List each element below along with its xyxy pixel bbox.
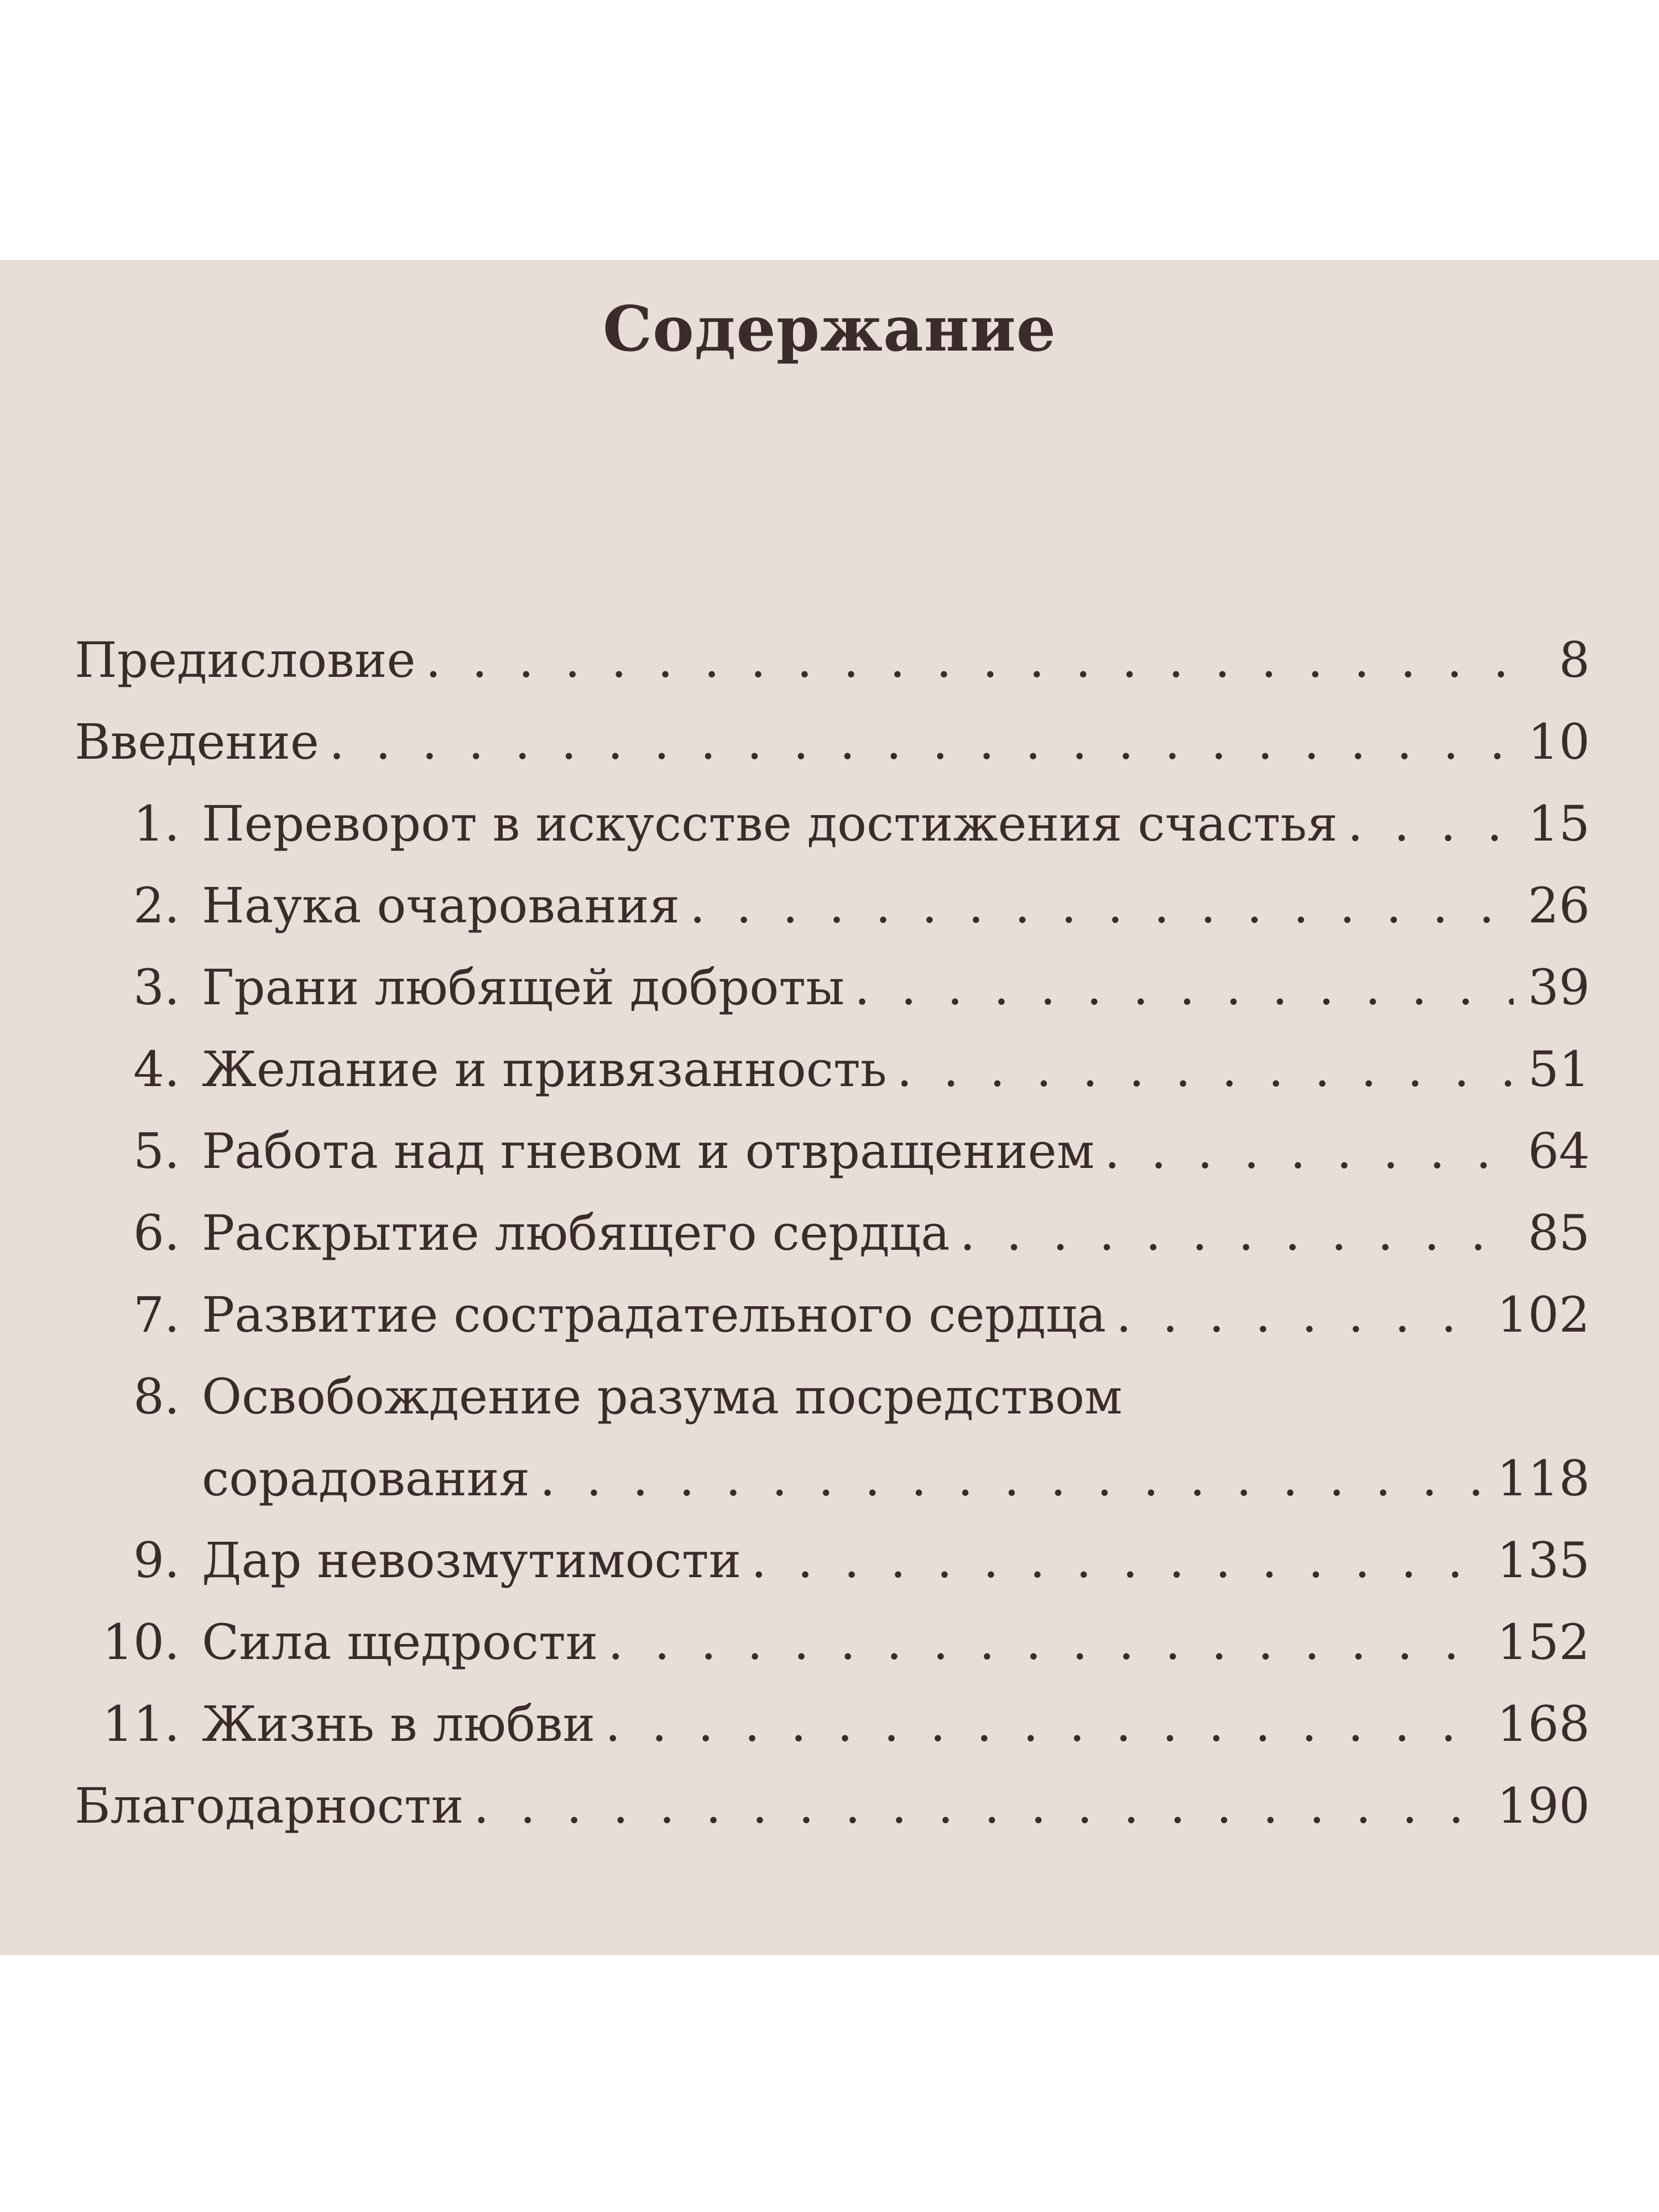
leader-dots bbox=[540, 1438, 1487, 1520]
toc-entry-page: 8 bbox=[1559, 632, 1590, 688]
toc-entry-number: 9. bbox=[133, 1532, 180, 1589]
toc-entry-page: 168 bbox=[1497, 1695, 1590, 1752]
toc-entry-first-line bbox=[75, 1356, 1590, 1438]
toc-entry-label: Благодарности bbox=[75, 1777, 464, 1834]
leader-dots bbox=[897, 1029, 1514, 1110]
toc-entry bbox=[75, 701, 1590, 783]
table-of-contents bbox=[75, 619, 1590, 1847]
toc-entry-number: 3. bbox=[133, 959, 180, 1016]
toc-entry-number: 5. bbox=[133, 1123, 180, 1180]
toc-entry-page: 102 bbox=[1497, 1286, 1590, 1343]
leader-dots bbox=[1348, 783, 1514, 865]
leader-dots bbox=[751, 1520, 1487, 1601]
toc-entry bbox=[75, 865, 1590, 947]
toc-entry-number: 2. bbox=[133, 877, 180, 934]
toc-entry-label: Предисловие bbox=[75, 632, 416, 688]
toc-entry-page: 15 bbox=[1528, 795, 1590, 852]
toc-entry-page: 135 bbox=[1497, 1532, 1590, 1589]
toc-entry-number: 4. bbox=[133, 1041, 180, 1098]
toc-entry bbox=[75, 783, 1590, 865]
leader-dots bbox=[690, 865, 1514, 947]
leader-dots bbox=[1116, 1274, 1487, 1356]
toc-entry-number: 11. bbox=[102, 1695, 180, 1752]
toc-entry-page: 152 bbox=[1497, 1614, 1590, 1671]
toc-entry-label: Желание и привязанность bbox=[202, 1041, 887, 1098]
book-page bbox=[0, 260, 1659, 1955]
toc-entry-label: Переворот в искусстве достижения счастья bbox=[202, 795, 1338, 852]
toc-entry-label-line1: Освобождение разума посредством bbox=[202, 1368, 1123, 1425]
leader-dots bbox=[854, 947, 1514, 1029]
toc-entry-page: 26 bbox=[1528, 877, 1590, 934]
leader-dots bbox=[605, 1683, 1487, 1765]
toc-entry bbox=[75, 1274, 1590, 1356]
toc-entry bbox=[75, 1683, 1590, 1765]
toc-entry-label: Сила щедрости bbox=[202, 1614, 598, 1671]
toc-entry bbox=[75, 1765, 1590, 1847]
toc-entry-second-line bbox=[75, 1438, 1590, 1520]
toc-entry-number: 8. bbox=[133, 1368, 180, 1425]
leader-dots bbox=[1104, 1110, 1514, 1192]
toc-entry-page: 118 bbox=[1497, 1450, 1590, 1507]
toc-entry-label: Наука очарования bbox=[202, 877, 680, 934]
toc-entry-label-line2: сорадования bbox=[202, 1450, 530, 1507]
toc-entry-number: 10. bbox=[102, 1614, 180, 1671]
leader-dots bbox=[473, 1765, 1487, 1847]
leader-dots bbox=[960, 1192, 1514, 1274]
leader-dots bbox=[425, 619, 1514, 701]
toc-entry-number: 6. bbox=[133, 1204, 180, 1261]
toc-entry-label: Раскрытие любящего сердца bbox=[202, 1204, 950, 1261]
toc-entry bbox=[75, 947, 1590, 1029]
toc-entry-number: 7. bbox=[133, 1286, 180, 1343]
toc-entry-label: Работа над гневом и отвращением bbox=[202, 1123, 1095, 1180]
toc-entry-page: 39 bbox=[1528, 959, 1590, 1016]
toc-entry-number: 1. bbox=[133, 795, 180, 852]
toc-entry-page: 10 bbox=[1528, 713, 1590, 770]
toc-entry-label: Грани любящей доброты bbox=[202, 959, 845, 1016]
toc-entry-page: 85 bbox=[1528, 1204, 1590, 1261]
leader-dots bbox=[329, 701, 1514, 783]
toc-entry-page: 64 bbox=[1528, 1123, 1590, 1180]
toc-entry bbox=[75, 1029, 1590, 1110]
page-title: Содержание bbox=[602, 293, 1057, 366]
toc-entry-label: Развитие сострадательного сердца bbox=[202, 1286, 1107, 1343]
toc-entry bbox=[75, 1601, 1590, 1683]
leader-dots bbox=[608, 1601, 1487, 1683]
toc-entry-label: Дар невозмутимости bbox=[202, 1532, 742, 1589]
toc-entry-label: Жизнь в любви bbox=[202, 1695, 596, 1752]
toc-entry-label: Введение bbox=[75, 713, 319, 770]
toc-entry bbox=[75, 1110, 1590, 1192]
toc-entry bbox=[75, 619, 1590, 701]
toc-entry bbox=[75, 1520, 1590, 1601]
toc-entry bbox=[75, 1192, 1590, 1274]
toc-entry-page: 190 bbox=[1497, 1777, 1590, 1834]
toc-entry-page: 51 bbox=[1528, 1041, 1590, 1098]
